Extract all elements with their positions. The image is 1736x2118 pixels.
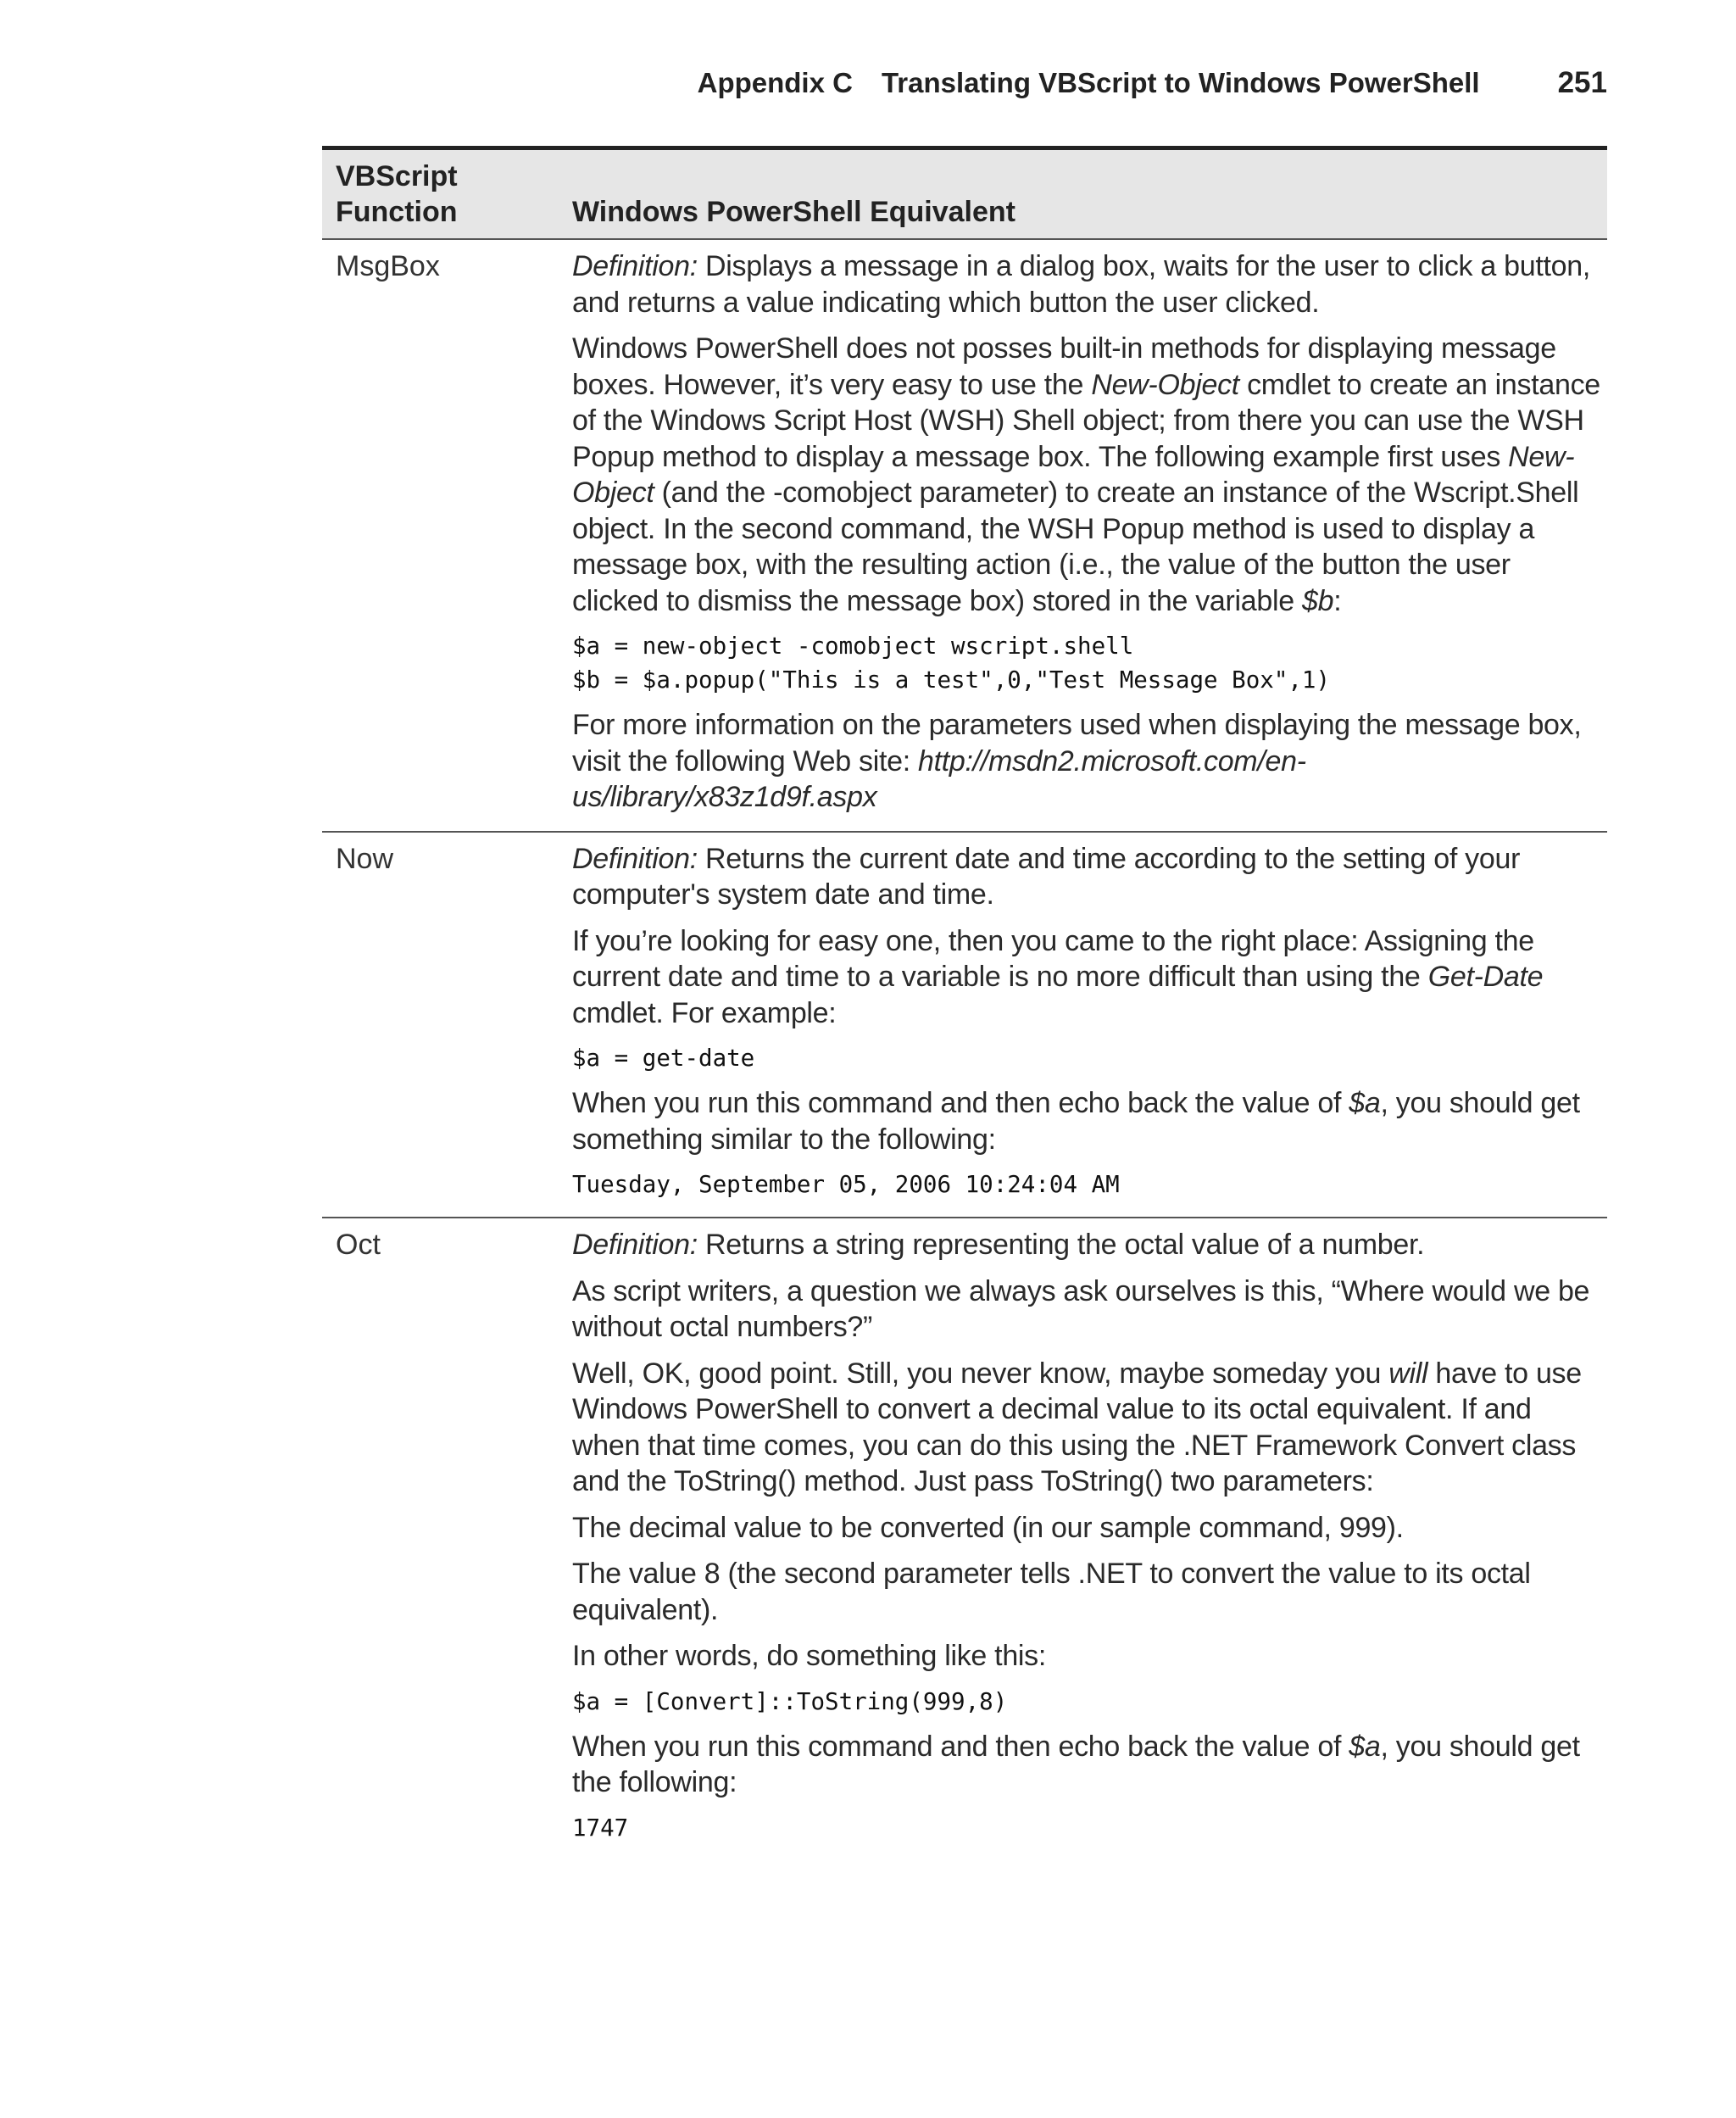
- body-paragraph: Well, OK, good point. Still, you never know, maybe someday you will have to use Windows PowerShell to convert a decimal value to its octal equivalent. If and when that time comes, you can do this using the .NET Framework Convert class and the ToString() method. Just pass ToString() two parameters:: [572, 1357, 1582, 1497]
- equivalent-cell: [572, 1227, 1607, 1855]
- body-paragraph: The value 8 (the second parameter tells .NET to convert the value to its octal equivalent).: [572, 1558, 1531, 1626]
- chapter-label: Appendix C: [697, 67, 853, 98]
- definition-paragraph: Definition: Returns the current date and time according to the setting of your computer's system date and time.: [572, 842, 1521, 911]
- chapter-title: Translating VBScript to Windows PowerShell: [881, 67, 1480, 98]
- equivalent-cell: [572, 841, 1607, 1212]
- page-number: 251: [1557, 66, 1607, 99]
- reference-link: http://msdn2.microsoft.com/en-us/library/x83z1d9f.aspx: [572, 744, 1306, 813]
- page-header: [322, 66, 1607, 110]
- body-paragraph: For more information on the parameters used when displaying the message box, visit the following Web site: http://msdn2.microsoft.com/en-us/library/x83z1d9f.aspx: [572, 709, 1582, 813]
- body-paragraph: When you run this command and then echo back the value of $a, you should get the following:: [572, 1730, 1580, 1798]
- column-header-powershell: Windows PowerShell Equivalent: [572, 196, 1015, 228]
- function-name: Now: [336, 842, 394, 875]
- table-row: [322, 833, 1607, 1219]
- code-line: $a = get-date: [572, 1045, 755, 1072]
- code-line: $a = [Convert]::ToString(999,8): [572, 1687, 1008, 1715]
- translation-table: [322, 146, 1607, 1860]
- table-header: [322, 150, 1607, 240]
- column-header-vbscript: VBScript Function: [336, 160, 458, 228]
- equivalent-cell: [572, 248, 1607, 826]
- code-line: $a = new-object -comobject wscript.shell: [572, 633, 1134, 660]
- body-paragraph: When you run this command and then echo back the value of $a, you should get something similar to the following:: [572, 1087, 1580, 1156]
- table-row: [322, 1218, 1607, 1860]
- body-paragraph: The decimal value to be converted (in our sample command, 999).: [572, 1511, 1404, 1544]
- code-line: Tuesday, September 05, 2006 10:24:04 AM: [572, 1171, 1120, 1198]
- body-paragraph: As script writers, a question we always ask ourselves is this, “Where would we be without octal numbers?”: [572, 1274, 1590, 1343]
- code-line: 1747: [572, 1814, 629, 1842]
- table-row: [322, 240, 1607, 833]
- body-paragraph: If you’re looking for easy one, then you came to the right place: Assigning the current date and time to a variable is no more difficult than using the Get-Date cmdlet. For example:: [572, 924, 1544, 1029]
- definition-paragraph: Definition: Returns a string representing the octal value of a number.: [572, 1229, 1425, 1261]
- function-name: MsgBox: [336, 250, 440, 282]
- body-paragraph: In other words, do something like this:: [572, 1640, 1047, 1672]
- definition-paragraph: Definition: Displays a message in a dialog box, waits for the user to click a button, and returns a value indicating which button the user clicked.: [572, 250, 1591, 319]
- function-name: Oct: [336, 1229, 381, 1261]
- body-paragraph: Windows PowerShell does not posses built-in methods for displaying message boxes. However, it’s very easy to use the New-Object cmdlet to create an instance of the Windows Script Host (WSH) Shell object; from there you can use the WSH Popup method to display a message box. The following example first uses New-Object (and the -comobject parameter) to create an instance of the Wscript.Shell object. In the second command, the WSH Popup method is used to display a message box, with the resulting action (i.e., the value of the button the user clicked to dismiss the message box) stored in the variable $b:: [572, 332, 1600, 617]
- code-line: $b = $a.popup("This is a test",0,"Test Message Box",1): [572, 666, 1331, 694]
